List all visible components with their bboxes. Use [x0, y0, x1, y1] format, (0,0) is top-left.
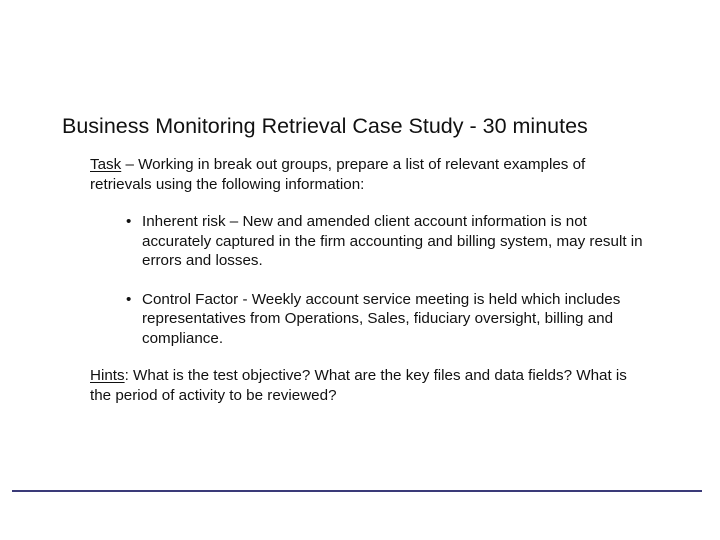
footer-divider [12, 490, 702, 492]
task-paragraph [90, 155, 650, 194]
bullet-marker: • [126, 213, 132, 230]
task-label: Task [90, 156, 122, 173]
slide-title: Business Monitoring Retrieval Case Study - 30 minutes [62, 114, 588, 138]
bullet-marker: • [126, 290, 132, 308]
hints-paragraph [90, 366, 650, 405]
bullet-inherent-risk [126, 212, 646, 271]
task-text: – Working in break out groups, prepare a list of relevant examples of retrievals using the following information: [90, 156, 586, 193]
bullet-list [126, 212, 646, 367]
hints-text: : What is the test objective? What are the key files and data fields? What is the period of activity to be reviewed? [90, 367, 627, 404]
bullet-text: Inherent risk – New and amended client account information is not accurately captured in the firm accounting and billing system, may result in errors and losses. [142, 213, 643, 269]
bullet-text: Control Factor - Weekly account service meeting is held which includes representatives from Operations, Sales, fiduciary oversight, billing and compliance. [142, 290, 621, 347]
hints-label: Hints [90, 367, 125, 384]
bullet-control-factor [126, 290, 646, 349]
